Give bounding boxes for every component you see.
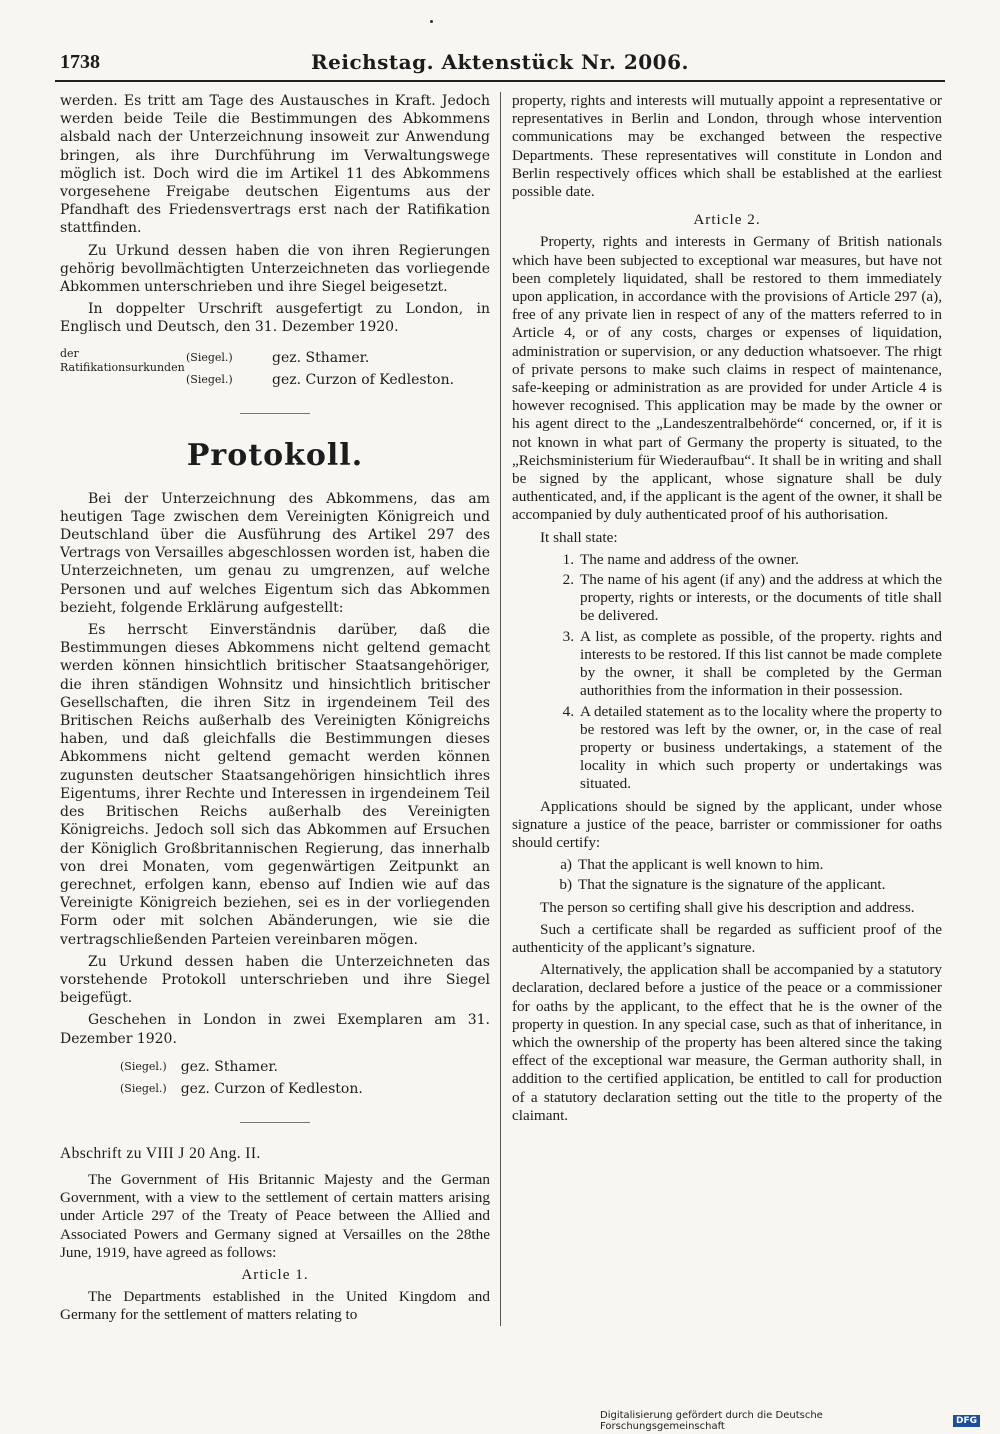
list-item — [512, 571, 942, 626]
list-text: The name and address of the owner. — [580, 550, 799, 568]
article-text: Property, rights and interests in Germany of British nationals which have been subjected to exceptional war measures, but have not been completely liquidated, shall be restored to them immediately upon application, in accordance with the provisions of Article 297 (a), free of any private lien in respect of any of the matters referred to in Article 4, or of any costs, charges or expenses of liquidation, administration or supervision, or any deduction whatsoever. The rhigt of private persons to make such claims in respect of maintenance, safe-keeping or administration as are provided for under Article 4 is however recognised. This application may be made by the owner or his agent direct to the „Landeszentralbehörde“ concerned, or, if it is not known in what part of Germany the property is situated, to the „Reichsministerium für Wiederaufbau“. It shall be in writing and shall be signed by the applicant, whose signature shall be duly authenticated, and, if the applicant is the agent of the owner, it shall be accompanied by duly authenticated proof of his authorisation. — [512, 233, 942, 524]
article-heading: Article 1. — [241, 1265, 309, 1283]
list-number: 2. — [562, 571, 574, 589]
signer-column — [272, 347, 490, 391]
alternatively-paragraph: Alternatively, the application shall be accompanied by a statutory declaration, declared before a justice of the peace or a commissioner for oaths by the applicant, to the effect that he is the owner of the property in question. In any special case, such as that of inheritance, in which the ownership of the property has been altered since the taking effect of the exceptional war measure, the German authority shall, in addition to the certified application, be entitled to call for production of a statutory declaration setting out the title to the property of the claimant. — [512, 961, 942, 1124]
list-number: b) — [559, 876, 572, 894]
article-text: The Departments established in the United Kingdom and Germany for the settlement of matters relating to — [60, 1288, 490, 1324]
list-intro: It shall state: — [540, 528, 618, 546]
article-text: property, rights and interests will mutually appoint a representative or representatives in Berlin and London, through whose intervention communications may be exchanged between the respective Departments. These representatives will constitute in London and Berlin respectively offices which shall be established at the earliest possible date. — [512, 92, 942, 201]
signature-row — [120, 1078, 490, 1100]
left-column — [60, 92, 490, 1329]
page-title: Reichstag. Aktenstück Nr. 2006. — [311, 50, 689, 74]
certifying-paragraph: The person so certifing shall give his description and address. — [540, 898, 915, 916]
list-number: 4. — [562, 702, 574, 720]
footer-text: Digitalisierung gefördert durch die Deutsche Forschungsgemeinschaft — [600, 1410, 823, 1432]
header-rule — [55, 80, 945, 82]
list-number: 3. — [562, 627, 574, 645]
protokoll-paragraph: Es herrscht Einverständnis darüber, daß die Bestimmungen dieses Abkommens nicht geltend gemacht werden können hinsichtlich britischer Staatsangehöriger, die ihren ständigen Wohnsitz und hinsichtlich britischer Gesellschaften, die ihren Sitz in irgendeinem Teil des Britischen Reichs außerhalb des Vereinigten Königreichs haben, und daß gleichfalls die Bestimmungen dieses Abkommens nicht geltend gemacht werden können zugunsten deutscher Staatsangehörigen hinsichtlich ihres Eigentums, ihrer Rechte und Interessen in irgendeinem Teil des Britischen Reichs außerhalb des Vereinigten Königreichs. Jedoch soll sich das Abkommen auf Ersuchen der Königlich Großbritannischen Regierung, das innerhalb von drei Monaten, vom gegenwärtigen Zeitpunkt an gerechnet, erfolgen kann, ebenso auf Indien wie auf das Vereinigte Königreich beziehen, sei es in der vorliegenden Form oder mit solchen Abänderungen, wie sie die vertragschließenden Parteien vereinbaren mögen. — [60, 622, 490, 948]
list-text: That the applicant is well known to him. — [578, 856, 824, 874]
list-item — [512, 551, 942, 569]
seal-column — [186, 347, 266, 391]
paragraph-ausgefertigt: In doppelter Urschrift ausgefertigt zu London, in Englisch und Deutsch, den 31. Dezember 1920. — [60, 301, 490, 336]
seal-label: (Siegel.) — [186, 350, 233, 364]
english-preamble: The Government of His Britannic Majesty and the German Government, with a view to the settlement of certain matters arising under Article 297 of the Treaty of Peace between the Allied and Associated Powers and Germany signed at Versailles on the 28the June, 1919, have agreed as follows: — [60, 1170, 490, 1261]
signature-label: der Ratifikationsurkunden — [60, 346, 185, 374]
protokoll-paragraph: Zu Urkund dessen haben die Unterzeichneten das vorstehende Protokoll unterschrieben und ihre Siegel beigefügt. — [60, 953, 490, 1007]
column-divider — [500, 92, 501, 1326]
list-number: 1. — [562, 550, 574, 568]
list-text: A list, as complete as possible, of the property. rights and interests to be restored. If this list cannot be made complete by the owner, it shall be completed by the German authorithies from the information in their possession. — [580, 627, 942, 700]
seal-label: (Siegel.) — [120, 1081, 167, 1095]
list-item — [512, 628, 942, 701]
certify-list — [512, 856, 942, 894]
paragraph-urkund: Zu Urkund dessen haben die von ihren Regierungen gehörig bevollmächtigten Unterzeichneten das vorliegende Abkommen unterschrieben und ihre Siegel beigesetzt. — [60, 242, 490, 296]
signer-name: gez. Sthamer. — [180, 1058, 278, 1075]
protokoll-heading: Protokoll. — [186, 437, 364, 473]
applications-paragraph: Applications should be signed by the applicant, under whose signature a justice of the peace, barrister or commissioner for oaths should certify: — [512, 797, 942, 851]
list-text: That the signature is the signature of the applicant. — [578, 876, 886, 894]
list-number: a) — [560, 856, 572, 874]
paragraph-agreement-end: werden. Es tritt am Tage des Austausches in Kraft. Jedoch werden beide Teile die Bestimmungen des Abkommens alsbald nach der Unterzeichnung insoweit zur Anwendung bringen, als ihre Durchführung im Verwaltungswege möglich ist. Doch wird die im Artikel 11 des Abkommens vorgesehene Freigabe deutschen Eigentums aus der Pfandhaft des Friedensvertrags erst nach der Ratifikation stattfinden. — [60, 93, 490, 237]
page-header — [60, 40, 940, 74]
digitization-footer — [600, 1410, 980, 1432]
seal-label: (Siegel.) — [186, 372, 233, 386]
seal-label: (Siegel.) — [120, 1059, 167, 1073]
list-item — [512, 876, 942, 894]
article-heading: Article 2. — [693, 211, 761, 229]
dfg-logo-icon: DFG — [953, 1415, 980, 1427]
signature-block-agreement — [60, 347, 490, 391]
list-text: The name of his agent (if any) and the address at which the property, rights or interests, or the documents of title shall be delivered. — [580, 571, 942, 625]
print-mark — [430, 20, 433, 23]
signer-name: gez. Sthamer. — [272, 349, 370, 366]
page-number: 1738 — [60, 51, 100, 73]
copy-reference: Abschrift zu VIII J 20 Ang. II. — [60, 1144, 261, 1162]
signer-name: gez. Curzon of Kedleston. — [272, 371, 455, 388]
list-item — [512, 703, 942, 794]
signature-row — [120, 1056, 490, 1078]
section-rule — [240, 413, 310, 414]
right-column — [512, 92, 942, 1129]
list-text: A detailed statement as to the locality where the property to be restored was left by the owner, or, in the case of real property or business undertakings, a statement of the locality in which such property or undertakings was situated. — [580, 702, 942, 793]
list-item — [512, 856, 942, 874]
requirements-list — [512, 551, 942, 794]
certificate-paragraph: Such a certificate shall be regarded as sufficient proof of the authenticity of the applicant’s signature. — [512, 920, 942, 956]
section-rule — [240, 1122, 310, 1123]
signer-name: gez. Curzon of Kedleston. — [180, 1080, 363, 1097]
signature-block-protokoll — [120, 1056, 490, 1100]
protokoll-paragraph: Bei der Unterzeichnung des Abkommens, das am heutigen Tage zwischen dem Vereinigten Königreich und Deutschland über die Ausführung des Artikel 297 des Vertrags von Versailles abgeschlossen worden ist, haben die Unterzeichneten, um genau zu umgrenzen, auf welche Personen und auf welches Eigentum sich das Abkommen bezieht, folgende Erklärung aufgestellt: — [60, 490, 490, 616]
protokoll-paragraph: Geschehen in London in zwei Exemplaren am 31. Dezember 1920. — [60, 1012, 490, 1047]
